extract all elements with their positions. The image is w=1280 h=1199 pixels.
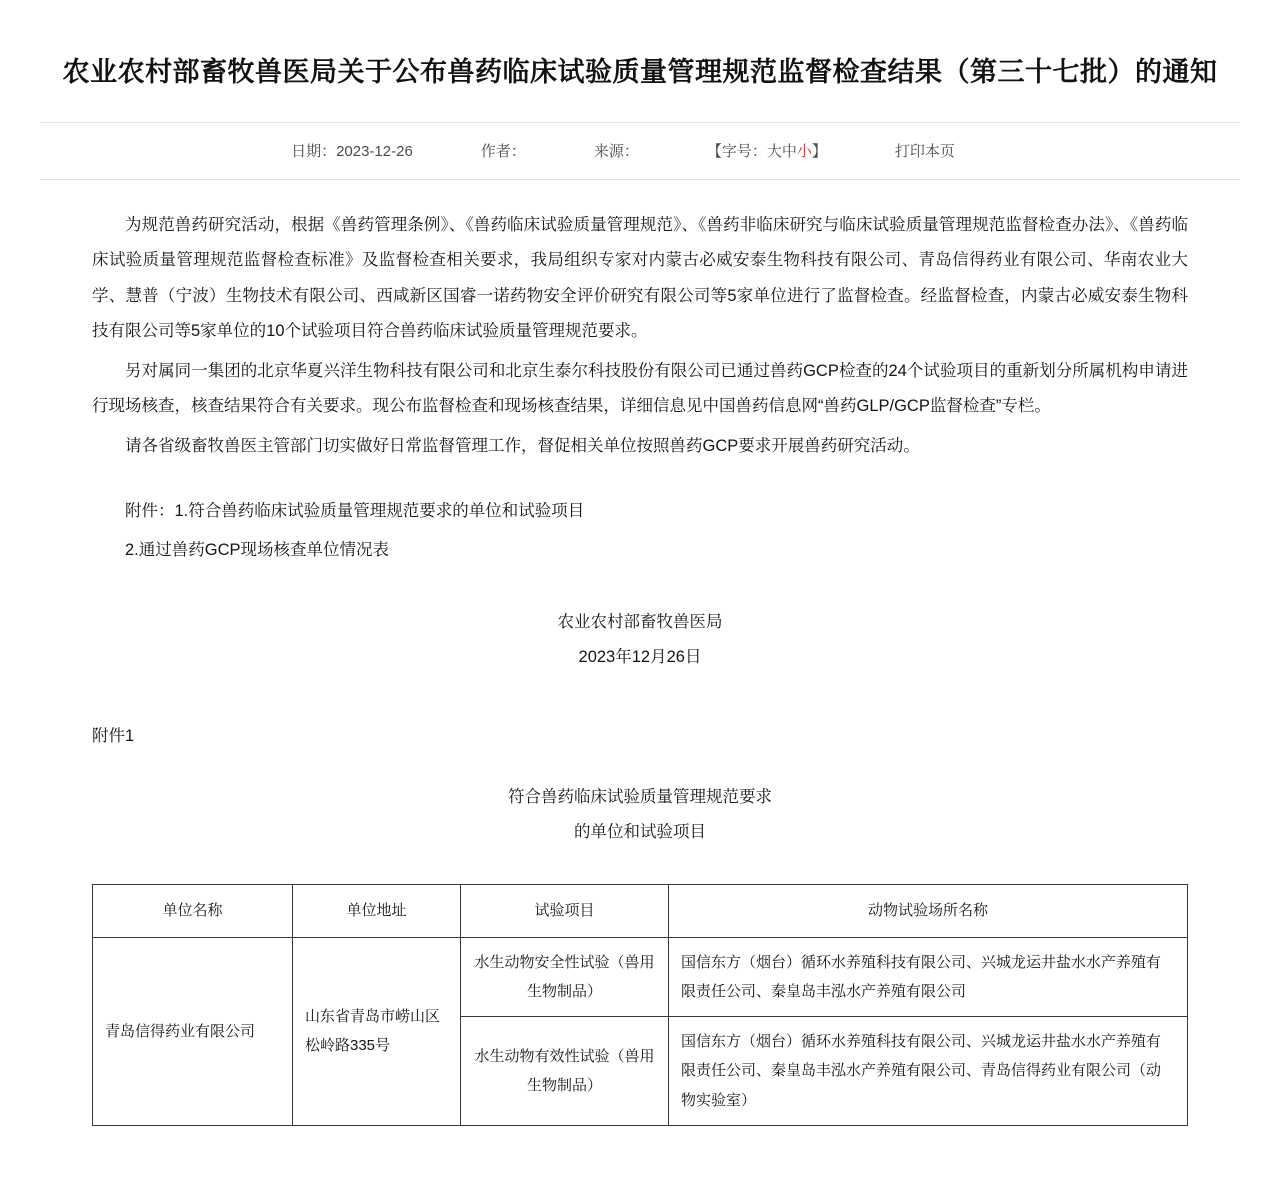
gcp-units-table [92,884,1188,1126]
table-cell-site: 国信东方（烟台）循环水养殖科技有限公司、兴城龙运井盐水水产养殖有限责任公司、秦皇岛丰泓水产养殖有限公司 [669,937,1188,1017]
attachment-1-title [92,780,1188,849]
table-cell-project: 水生动物有效性试验（兽用生物制品） [461,1017,669,1126]
attachment-list-item-1: 附件：1.符合兽药临床试验质量管理规范要求的单位和试验项目 [125,502,585,521]
font-size-medium-link[interactable]: 中 [781,143,797,161]
table-header-site: 动物试验场所名称 [669,884,1188,937]
table-cell-address: 山东省青岛市崂山区松岭路335号 [293,937,461,1125]
font-size-prefix: 【字号： [706,143,767,161]
font-size-controls [673,140,861,161]
font-size-large-link[interactable]: 大 [766,143,782,161]
body-paragraph-1: 为规范兽药研究活动，根据《兽药管理条例》、《兽药临床试验质量管理规范》、《兽药非临床研究与临床试验质量管理规范监督检查办法》、《兽药临床试验质量管理规范监督检查标准》及监督检查相关要求，我局组织专家对内蒙古必威安泰生物科技有限公司、青岛信得药业有限公司、华南农业大学、慧普（宁波）生物技术有限公司、西咸新区国睿一诺药物安全评价研究有限公司等5家单位进行了监督检查。经监督检查，内蒙古必威安泰生物科技有限公司等5家单位的10个试验项目符合兽药临床试验质量管理规范要求。 [92,215,1188,341]
attachment-list [92,494,1188,567]
author-label: 作者： [480,143,526,161]
body-paragraph-2: 另对属同一集团的北京华夏兴洋生物科技有限公司和北京生泰尔科技股份有限公司已通过兽药GCP检查的24个试验项目的重新划分所属机构申请进行现场核查，核查结果符合有关要求。现公布监督检查和现场核查结果，详细信息见中国兽药信息网“兽药GLP/GCP监督检查”专栏。 [92,361,1188,416]
attachment-1-title-line-1: 符合兽药临床试验质量管理规范要求 [508,788,772,807]
print-page-link[interactable]: 打印本页 [894,143,955,161]
table-header-row [93,884,1188,937]
document-body [0,180,1280,850]
document-page [0,18,1280,1126]
table-cell-site: 国信东方（烟台）循环水养殖科技有限公司、兴城龙运井盐水水产养殖有限责任公司、秦皇岛丰泓水产养殖有限公司、青岛信得药业有限公司（动物实验室） [669,1017,1188,1126]
attachment-1-title-line-2: 的单位和试验项目 [574,822,706,841]
attachment-1-table-wrap [92,884,1188,1126]
signature-organization: 农业农村部畜牧兽医局 [557,613,723,632]
table-row [93,937,1188,1017]
font-size-suffix: 】 [811,143,827,161]
font-size-small-link[interactable]: 小 [796,143,812,161]
document-signature [92,605,1188,674]
table-cell-unit: 青岛信得药业有限公司 [93,937,293,1125]
table-header-unit: 单位名称 [93,884,293,937]
page-title: 农业农村部畜牧兽医局关于公布兽药临床试验质量管理规范监督检查结果（第三十七批）的通知 [62,57,1218,88]
publish-date: 日期：2023-12-26 [291,143,413,161]
table-header-address: 单位地址 [293,884,461,937]
attachment-list-item-2: 2.通过兽药GCP现场核查单位情况表 [125,540,390,559]
body-paragraph-3: 请各省级畜牧兽医主管部门切实做好日常监督管理工作，督促相关单位按照兽药GCP要求开展兽药研究活动。 [125,436,920,455]
document-meta-bar [40,122,1240,180]
source-label: 来源： [593,143,639,161]
print-page-action[interactable] [861,140,989,161]
attachment-1-label: 附件1 [92,726,135,745]
table-cell-project: 水生动物安全性试验（兽用生物制品） [461,937,669,1017]
table-header-project: 试验项目 [461,884,669,937]
signature-date: 2023年12月26日 [578,648,702,667]
